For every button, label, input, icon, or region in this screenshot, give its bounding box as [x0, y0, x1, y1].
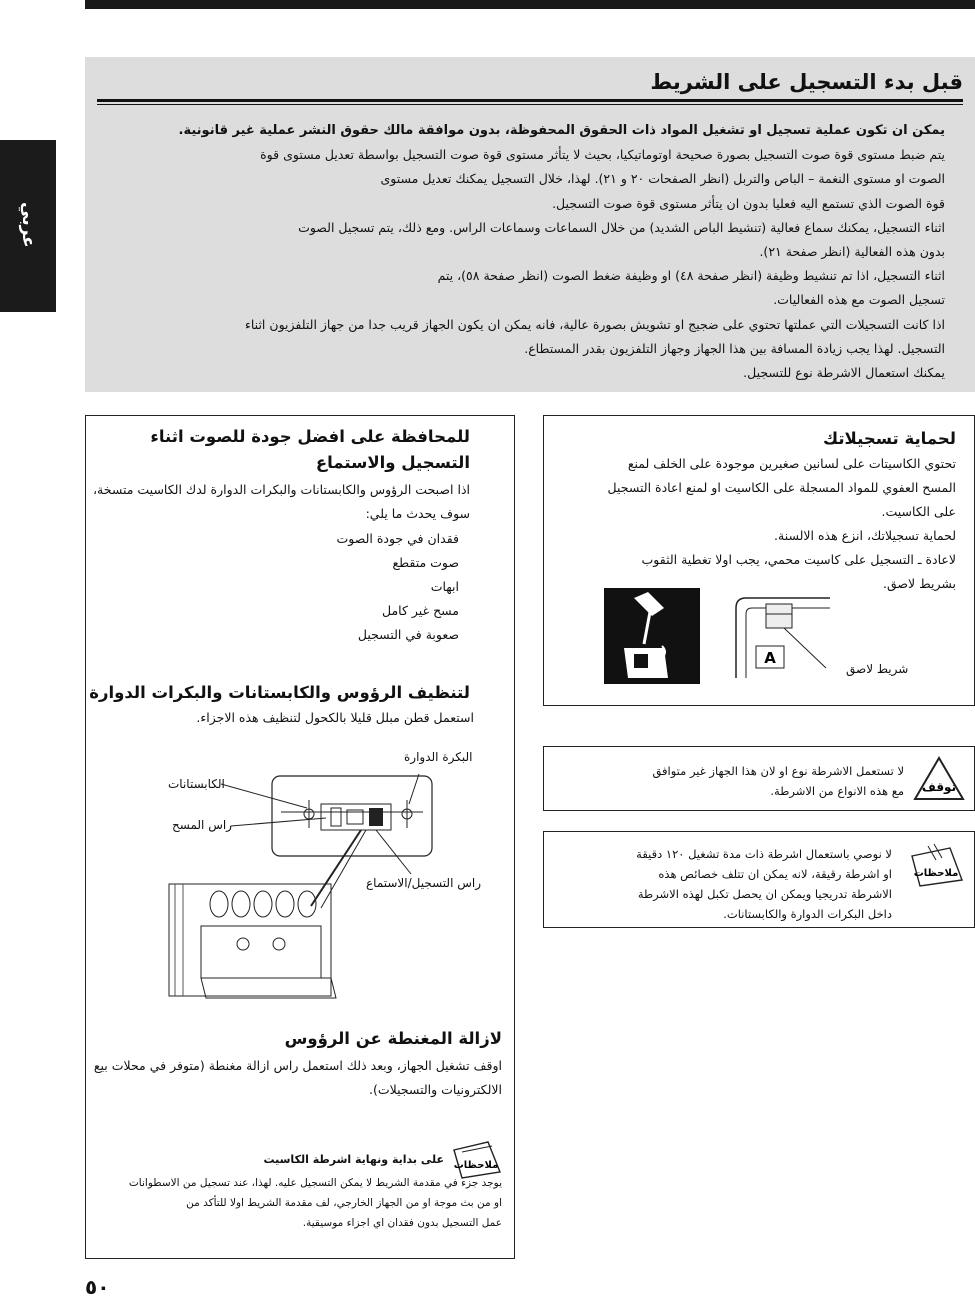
intro-line: التسجيل. لهذا يجب زيادة المسافة بين هذا الجهاز وجهاز التلفزيون بقدر المستطاع.	[524, 340, 945, 356]
intro-line: اذا كانت التسجيلات التي عملتها تحتوي على ضجيج او تشويش بصورة عالية، فانه يمكن ان يكون الجهاز قريب جدا من جهاز التلفزيون اثناء	[245, 316, 945, 332]
cassette-side-letter: A	[764, 649, 776, 667]
protect-line: على الكاسيت.	[881, 504, 956, 519]
para-demagnetize: اوقف تشغيل الجهاز، وبعد ذلك استعمل راس ازالة مغنطة (متوفر في محلات بيع الالكترونيات والتسجيلات).	[93, 1058, 502, 1097]
intro-line: يمكنك استعمال الاشرطة نوع للتسجيل.	[743, 365, 945, 381]
heading-demagnetize: لازالة المغنطة عن الرؤوس	[284, 1029, 502, 1048]
warning-box	[543, 746, 975, 811]
page-number: ٥٠	[85, 1275, 110, 1298]
protect-body	[556, 452, 956, 596]
intro-line: الصوت او مستوى النغمة – الباص والتربل (انظر الصفحات ٢٠ و ٢١). لهذا، خلال التسجيل يمكنك تعديل مستوى	[380, 171, 945, 187]
intro-line: اثناء التسجيل، يمكنك سماع فعالية (تنشيط الباص الشديد) من خلال السماعات وسماعات الراس. ومع ذلك، يتم تسجيل الصوت	[298, 219, 945, 235]
taped-cassette-figure	[726, 588, 964, 688]
title-rule	[97, 99, 963, 102]
warning-badge-label: توقف	[921, 780, 957, 794]
intro-line: بدون هذه الفعالية (انظر صفحة ٢١).	[759, 244, 945, 260]
language-tab	[0, 140, 56, 312]
para-dirty-heads: اذا اصبحت الرؤوس والكابستانات والبكرات الدوارة لدك الكاسيت متسخة، سوف يحدث ما يلي:	[93, 482, 470, 521]
tab-removal-figure	[604, 588, 704, 684]
protect-recordings-panel	[543, 415, 975, 706]
note-title: على بداية ونهاية اشرطة الكاسيت	[263, 1153, 444, 1166]
protect-line: لحماية تسجيلاتك، انزع هذه الالسنة.	[774, 528, 956, 543]
note-line: داخل البكرات الدوارة والكابستانات.	[723, 907, 892, 921]
intro-line: اثناء التسجيل، اذا تم تنشيط وظيفة (انظر صفحة ٤٨) او وظيفة ضغط الصوت (انظر صفحة ٥٨)، يتم	[437, 268, 945, 284]
intro-line: قوة الصوت الذي تستمع اليه فعليا بدون ان يتأثر مستوى قوة صوت التسجيل.	[552, 195, 945, 211]
note-line: او اشرطة رقيقة، لانه يمكن ان تتلف خصائص هذه	[658, 867, 892, 881]
protect-line: لاعادة ـ التسجيل على كاسيت محمي، يجب اولا تغطية الثقوب	[641, 552, 956, 567]
label-rec-play-head: راس التسجيل/الاستماع	[366, 876, 482, 890]
note-line: لا نوصي باستعمال اشرطة ذات مدة تشغيل ١٢٠ دقيقة	[636, 847, 892, 861]
language-tab-label: عربي	[18, 202, 38, 248]
note-body	[92, 1173, 502, 1233]
intro-section	[85, 57, 975, 392]
intro-title: قبل بدء التسجيل على الشريط	[650, 70, 963, 94]
label-adhesive-tape: شريط لاصق	[846, 662, 909, 676]
warning-line: لا تستعمل الاشرطة نوع او لان هذا الجهاز غير متوافق	[652, 764, 904, 778]
top-bar	[85, 0, 975, 9]
deck-heads-diagram	[161, 756, 451, 1016]
title-rule-thin	[97, 104, 963, 105]
stop-warning-icon	[912, 755, 966, 803]
notes-badge-label: ملاحظات	[913, 868, 959, 879]
intro-line: تسجيل الصوت مع هذه الفعاليات.	[773, 292, 945, 308]
note-line: عمل التسجيل بدون فقدان اي اجزاء موسيقية.	[302, 1217, 502, 1229]
label-capstans: الكابستانات	[168, 777, 225, 791]
tape-notes-box	[543, 831, 975, 928]
list-item: صعوبة في التسجيل	[357, 627, 459, 642]
heading-sound-quality: للمحافظة على افضل جودة للصوت اثناء التسجيل والاستماع	[150, 427, 470, 472]
notes-badge-icon	[906, 842, 966, 890]
note-line: او من بث موجة او من الجهاز الخارجي، لف مقدمة الشريط اولا للتأكد من	[186, 1197, 502, 1209]
note-line: الاشرطة تدريجيا ويمكن ان يحصل تكبل لهذه الاشرطة	[637, 887, 892, 901]
protect-line: بشريط لاصق.	[883, 576, 956, 591]
intro-line: يتم ضبط مستوى قوة صوت التسجيل بصورة صحيحة اوتوماتيكيا، بحيث لا يتأثر مستوى قوة صوت التسجيل بواسطة تعديل مستوى قوة	[260, 147, 945, 163]
notes-badge-label: ملاحظات	[453, 1160, 499, 1171]
list-item: مسح غير كامل	[382, 603, 459, 618]
list-item: ابهات	[430, 579, 459, 594]
heading-protect: لحماية تسجيلاتك	[823, 429, 956, 448]
heading-cleaning: لتنظيف الرؤوس والكابستانات والبكرات الدوارة	[89, 683, 470, 702]
para-cleaning: استعمل قطن مبلل قليلا بالكحول لتنظيف هذه الاجزاء.	[196, 710, 474, 725]
label-pinch-roller: البكرة الدوارة	[404, 750, 473, 764]
list-item: فقدان في جودة الصوت	[336, 531, 459, 546]
warning-line: مع هذه الانواع من الاشرطة.	[770, 784, 904, 798]
protect-line: تحتوي الكاسيتات على لسانين صغيرين موجودة على الخلف لمنع	[627, 456, 956, 471]
tape-notes-body	[562, 844, 892, 924]
intro-line: يمكن ان تكون عملية تسجيل او تشغيل المواد ذات الحقوق المحفوظة، بدون موافقة مالك حقوق النشر عملية غير قانونية.	[178, 123, 945, 138]
warning-body	[564, 761, 904, 801]
protect-line: المسح العفوي للمواد المسجلة على الكاسيت او لمنع اعادة التسجيل	[607, 480, 956, 495]
intro-body	[105, 119, 945, 385]
symptom-list	[337, 527, 459, 647]
head-care-panel	[85, 415, 515, 1259]
label-erase-head: راس المسح	[172, 818, 232, 832]
note-line: يوجد جزء في مقدمة الشريط لا يمكن التسجيل عليه. لهذا، عند تسجيل من الاسطوانات	[128, 1177, 502, 1189]
list-item: صوت متقطع	[392, 555, 459, 570]
